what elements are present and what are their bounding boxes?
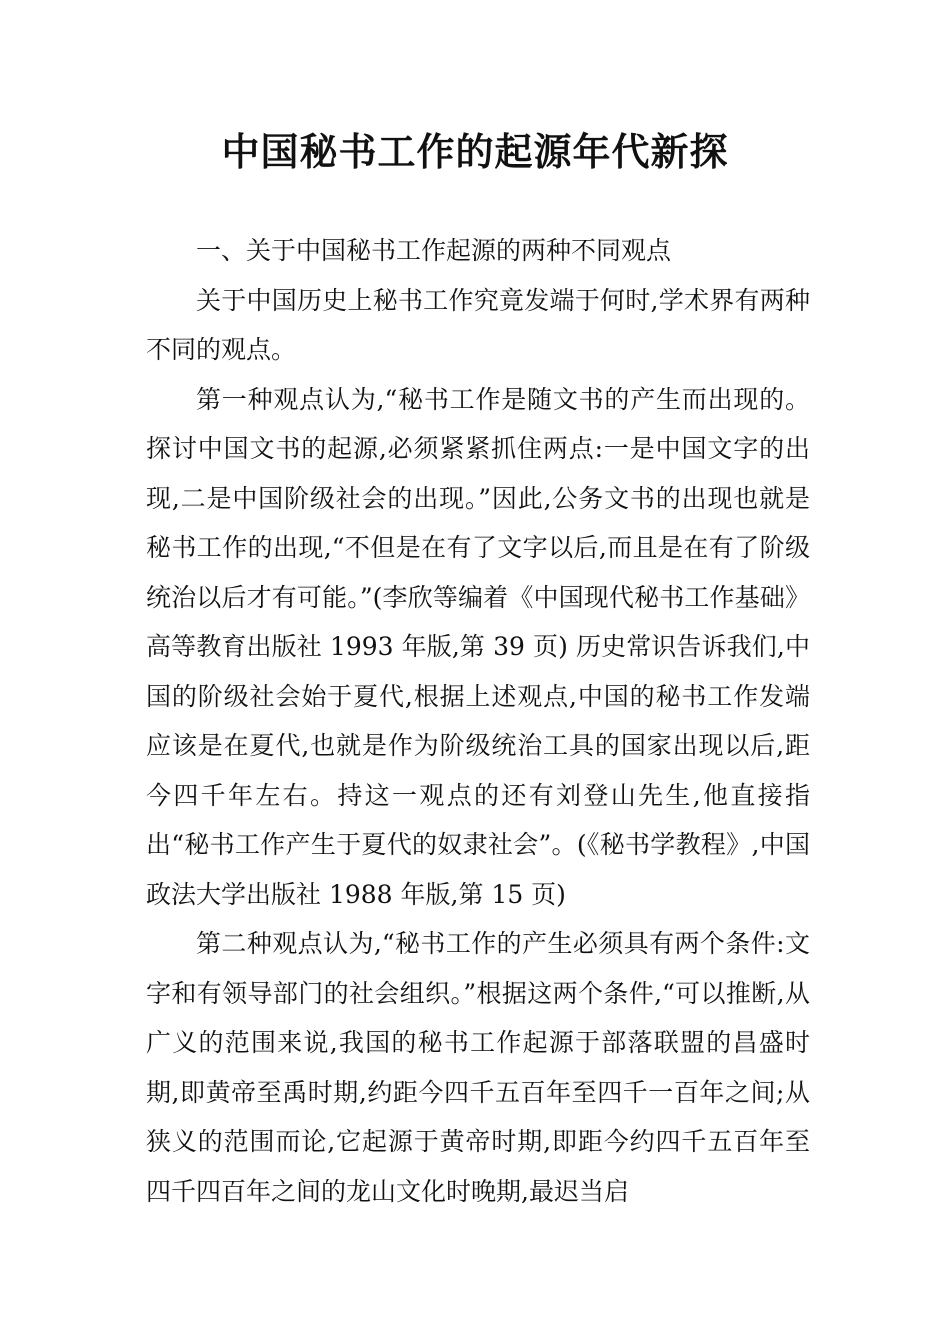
paragraph-second-view: 第二种观点认为,“秘书工作的产生必须具有两个条件:文字和有领导部门的社会组织。”根据这两个条件,“可以推断,从广义的范围来说,我国的秘书工作起源于部落联盟的昌盛时期,即黄帝至禹时期,约距今四千五百年至四千一百年之间;从狭义的范围而论,它起源于黄帝时期,即距今约四千五百年至四千四百年之间的龙山文化时晚期,最迟当启	[146, 929, 810, 1206]
paragraph-intro: 关于中国历史上秘书工作究竟发端于何时,学术界有两种不同的观点。	[146, 285, 810, 364]
document-title: 中国秘书工作的起源年代新探	[221, 130, 729, 174]
section-heading: 一、关于中国秘书工作起源的两种不同观点	[196, 236, 672, 265]
document-body	[146, 226, 810, 1216]
paragraph-first-view: 第一种观点认为,“秘书工作是随文书的产生而出现的。探讨中国文书的起源,必须紧紧抓住两点:一是中国文字的出现,二是中国阶级社会的出现。”因此,公务文书的出现也就是秘书工作的出现,“不但是在有了文字以后,而且是在有了阶级统治以后才有可能。”(李欣等编着《中国现代秘书工作基础》高等教育出版社 1993 年版,第 39 页) 历史常识告诉我们,中国的阶级社会始于夏代,根据上述观点,中国的秘书工作发端应该是在夏代,也就是作为阶级统治工具的国家出现以后,距今四千年左右。持这一观点的还有刘登山先生,他直接指出“秘书工作产生于夏代的奴隶社会”。(《秘书学教程》,中国政法大学出版社 1988 年版,第 15 页)	[146, 384, 810, 909]
